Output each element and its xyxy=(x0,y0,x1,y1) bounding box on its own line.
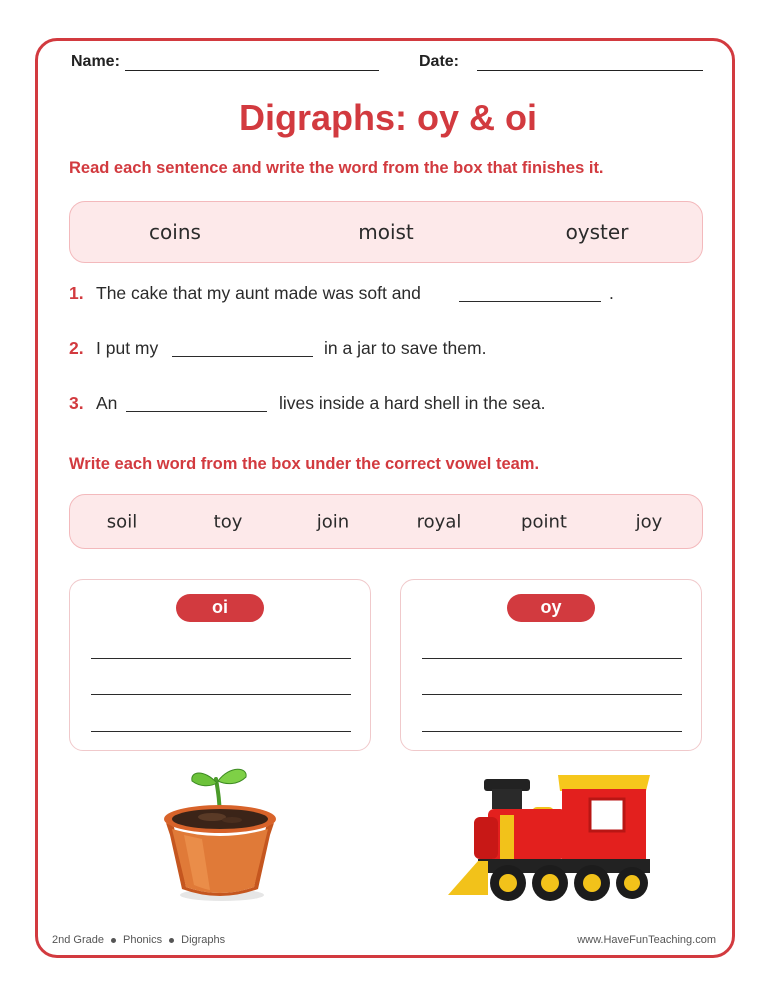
question-text-end: lives inside a hard shell in the sea. xyxy=(279,393,546,413)
writing-line[interactable] xyxy=(422,658,682,659)
writing-line[interactable] xyxy=(91,731,351,732)
bullet-icon xyxy=(111,938,116,943)
writing-line[interactable] xyxy=(422,694,682,695)
vowel-team-label: oy xyxy=(507,594,595,622)
writing-line[interactable] xyxy=(91,658,351,659)
word-bank-word: toy xyxy=(213,511,243,532)
vowel-team-label: oi xyxy=(176,594,264,622)
footer-breadcrumb xyxy=(52,934,225,946)
worksheet xyxy=(35,38,735,958)
date-field[interactable] xyxy=(477,70,703,71)
answer-blank[interactable] xyxy=(459,301,601,302)
question-text: An xyxy=(96,393,118,413)
footer-website[interactable]: www.HaveFunTeaching.com xyxy=(577,934,716,946)
footer-grade: 2nd Grade xyxy=(52,934,104,946)
question-number: 1. xyxy=(69,283,84,303)
word-bank-word: royal xyxy=(416,511,462,532)
question-text-end: . xyxy=(609,283,614,303)
date-label: Date: xyxy=(419,53,460,70)
word-bank-word: coins xyxy=(149,220,201,244)
question-text-end: in a jar to save them. xyxy=(324,338,487,358)
sort-box-oy xyxy=(400,579,702,751)
word-bank-word: moist xyxy=(358,220,414,244)
word-bank-word: point xyxy=(521,511,567,532)
plant-pot-image xyxy=(160,763,284,903)
question-text: I put my xyxy=(96,338,159,358)
question-number: 2. xyxy=(69,338,84,358)
word-bank-word: oyster xyxy=(565,220,629,244)
bullet-icon xyxy=(169,938,174,943)
section1-instruction: Read each sentence and write the word from the box that finishes it. xyxy=(69,159,604,177)
word-bank-word: joy xyxy=(635,511,663,532)
word-bank-word: join xyxy=(316,511,350,532)
writing-line[interactable] xyxy=(91,694,351,695)
page-title: Digraphs: oy & oi xyxy=(238,97,538,138)
answer-blank[interactable] xyxy=(126,411,267,412)
question-text: The cake that my aunt made was soft and xyxy=(96,283,421,303)
name-date-row xyxy=(71,53,711,83)
word-bank-2 xyxy=(69,494,703,549)
footer-topic: Digraphs xyxy=(181,934,226,946)
word-bank-word: soil xyxy=(106,511,138,532)
toy-train-image xyxy=(448,769,660,907)
sort-box-oi xyxy=(69,579,371,751)
name-field[interactable] xyxy=(125,70,379,71)
writing-line[interactable] xyxy=(422,731,682,732)
footer-subject: Phonics xyxy=(122,934,163,946)
answer-blank[interactable] xyxy=(172,356,313,357)
name-label: Name: xyxy=(71,53,120,70)
section2-instruction: Write each word from the box under the correct vowel team. xyxy=(69,455,540,473)
word-bank-1 xyxy=(69,201,703,263)
question-number: 3. xyxy=(69,393,84,413)
